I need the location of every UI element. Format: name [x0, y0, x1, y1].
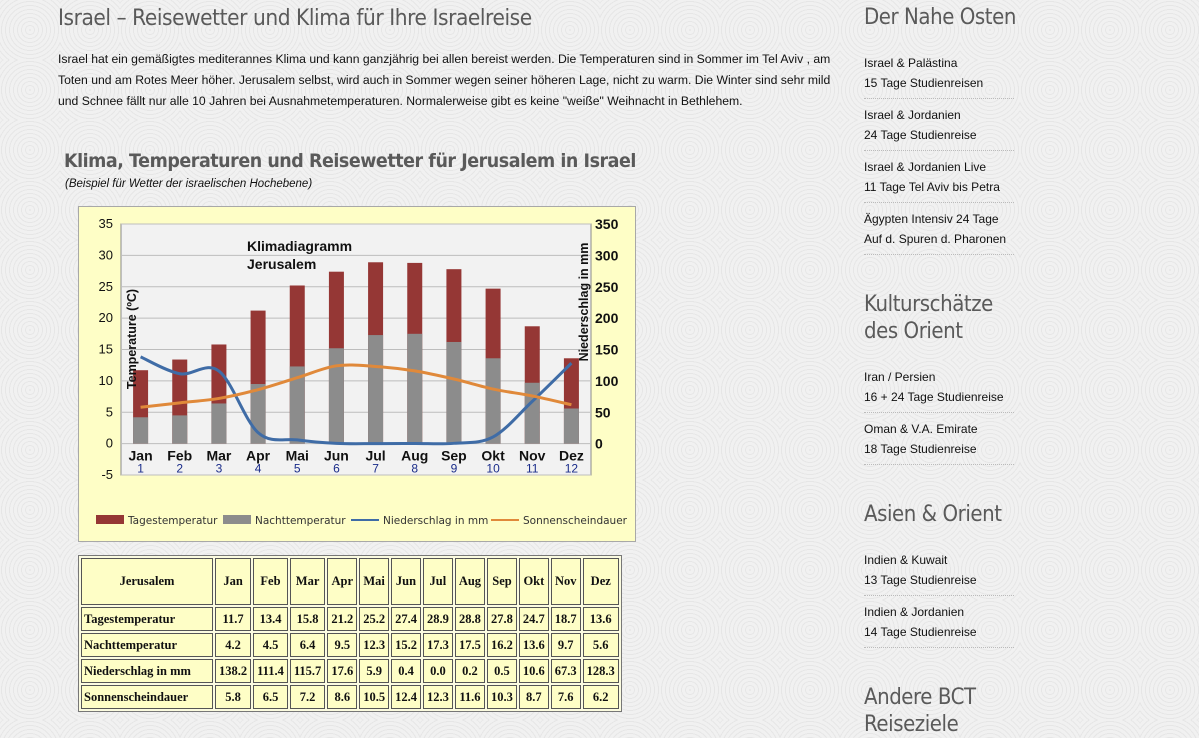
x-tick-label: Mar — [206, 447, 232, 464]
sidebar-link-title: Ägypten Intensiv 24 Tage — [864, 212, 999, 226]
legend-label: Niederschlag in mm — [383, 515, 489, 527]
table-cell: 0.4 — [391, 659, 421, 683]
x-month-number: 1 — [137, 461, 144, 476]
y-right-tick-label: 150 — [595, 341, 619, 358]
table-cell: 12.3 — [423, 685, 453, 709]
y-tick-label: 35 — [98, 216, 113, 231]
y-tick-label: 25 — [98, 278, 113, 294]
sidebar-link[interactable] — [864, 420, 1014, 465]
sidebar-section-title — [864, 291, 993, 345]
table-cell: 28.9 — [423, 607, 453, 631]
table-row-label: Nachttemperatur — [81, 633, 213, 657]
table-cell: 10.6 — [519, 659, 549, 683]
table-cell: 25.2 — [359, 607, 389, 631]
sidebar-link[interactable] — [864, 368, 1014, 413]
table-cell: 10.5 — [359, 685, 389, 709]
y-tick-label: 15 — [98, 341, 113, 357]
table-row-label: Niederschlag in mm — [81, 659, 213, 683]
table-cell: 15.8 — [290, 607, 325, 631]
table-cell: 16.2 — [487, 633, 517, 657]
table-cell: 115.7 — [290, 659, 325, 683]
x-tick-label: Feb — [167, 447, 193, 464]
x-month-number: 12 — [564, 461, 579, 476]
table-header-row — [81, 558, 619, 605]
table-cell: 5.6 — [583, 633, 619, 657]
table-cell: 13.6 — [583, 607, 619, 631]
sidebar-section-title-line: Der Nahe Osten — [864, 5, 1016, 30]
table-cell: 13.4 — [253, 607, 288, 631]
bar-nachttemperatur — [486, 358, 501, 443]
sidebar-link[interactable] — [864, 603, 1014, 648]
table-cell: 11.6 — [455, 685, 485, 709]
table-row — [81, 685, 619, 709]
y-right-tick-label: 50 — [595, 404, 611, 421]
y-tick-label: 0 — [105, 435, 113, 451]
table-cell: 24.7 — [519, 607, 549, 631]
y-right-tick-label: 300 — [595, 247, 619, 264]
sidebar-link-title: Indien & Jordanien — [864, 605, 965, 619]
table-cell: 17.5 — [455, 633, 485, 657]
bar-nachttemperatur — [446, 342, 461, 444]
sidebar-link-subtitle: 13 Tage Studienreise — [864, 572, 977, 587]
sidebar-link-title: Israel & Jordanien Live — [864, 160, 987, 174]
table-cell: 15.2 — [391, 633, 421, 657]
x-tick-label: Mai — [285, 447, 309, 464]
table-cell: 4.5 — [253, 633, 288, 657]
x-month-number: 6 — [333, 461, 340, 476]
x-tick-label: Okt — [481, 447, 505, 464]
table-cell: 0.0 — [423, 659, 453, 683]
legend-label: Nachttemperatur — [255, 515, 346, 527]
table-header-month: Feb — [253, 558, 288, 605]
x-tick-label: Jun — [323, 447, 349, 464]
sidebar-link-subtitle: 16 + 24 Tage Studienreise — [864, 389, 1004, 404]
sidebar-section-title-line: Asien & Orient — [864, 502, 1002, 527]
sidebar-link[interactable] — [864, 158, 1014, 203]
sidebar-link-title: Israel & Palästina — [864, 56, 958, 70]
y-right-tick-label: 350 — [595, 216, 619, 232]
table-cell: 12.4 — [391, 685, 421, 709]
sidebar-link-subtitle: 14 Tage Studienreise — [864, 624, 977, 639]
table-header-month: Mar — [290, 558, 325, 605]
sidebar-link-subtitle: 24 Tage Studienreise — [864, 127, 977, 142]
sidebar-link-subtitle: Auf d. Spuren d. Pharonen — [864, 231, 1007, 246]
sidebar-link-title: Indien & Kuwait — [864, 553, 948, 567]
x-month-number: 7 — [372, 461, 379, 476]
table-cell: 7.6 — [551, 685, 581, 709]
x-tick-label: Aug — [401, 447, 429, 464]
table-cell: 10.3 — [487, 685, 517, 709]
sidebar-link[interactable] — [864, 551, 1014, 596]
chart-subheading: (Beispiel für Wetter der israelischen Hochebene) — [65, 178, 313, 190]
table-header-month: Mai — [359, 558, 389, 605]
chart-heading: Klima, Temperaturen und Reisewetter für Jerusalem in Israel — [64, 150, 636, 172]
sidebar-section-title — [864, 501, 1002, 528]
table-cell: 0.5 — [487, 659, 517, 683]
bar-nachttemperatur — [329, 348, 344, 443]
bar-nachttemperatur — [368, 335, 383, 444]
table-header-month: Jun — [391, 558, 421, 605]
y-tick-label: 30 — [98, 247, 113, 263]
table-header-month: Jul — [423, 558, 453, 605]
x-tick-label: Nov — [519, 447, 546, 464]
y-axis-label: Temperature (ºC) — [125, 288, 139, 390]
y-right-axis-label: Niederschlag in mm — [577, 242, 591, 362]
sidebar-link[interactable] — [864, 54, 1014, 99]
bar-nachttemperatur — [172, 415, 187, 443]
x-tick-label: Apr — [246, 447, 271, 464]
chart-title-line: Klimadiagramm — [247, 238, 353, 254]
table-cell: 18.7 — [551, 607, 581, 631]
bar-nachttemperatur — [525, 383, 540, 444]
y-tick-label: -5 — [101, 467, 113, 482]
sidebar-link[interactable] — [864, 106, 1014, 151]
intro-paragraph: Israel hat ein gemäßigtes mediterannes Klima und kann ganzjährig bei allen bereist werden. Die Temperaturen sind in Sommer im Tel Aviv , am Toten und am Rotes Meer höher. Jerusalem selbst, wird auch in Sommer wegen seiner höheren Lage, nicht zu warm. Die Winter sind sehr mild und Schnee fällt nur alle 10 Jahren bei Ausnahmetemperaturen. Normalerweise gibt es keine "weiße" Weihnacht in Bethlehem. — [58, 52, 831, 108]
x-tick-label: Dez — [558, 447, 584, 464]
table-cell: 27.8 — [487, 607, 517, 631]
table-cell: 9.5 — [327, 633, 357, 657]
climate-chart — [78, 206, 636, 542]
y-right-tick-label: 200 — [595, 310, 619, 327]
table-cell: 27.4 — [391, 607, 421, 631]
x-month-number: 4 — [254, 461, 262, 476]
y-tick-label: 20 — [98, 310, 113, 326]
table-row-label: Tagestemperatur — [81, 607, 213, 631]
x-tick-label: Jul — [365, 447, 386, 464]
sidebar-link[interactable] — [864, 210, 1014, 255]
bar-nachttemperatur — [564, 408, 579, 443]
table-cell: 11.7 — [215, 607, 251, 631]
table-cell: 138.2 — [215, 659, 251, 683]
table-row — [81, 633, 619, 657]
x-month-number: 9 — [450, 461, 458, 476]
x-month-number: 10 — [486, 461, 500, 476]
sidebar-link-subtitle: 15 Tage Studienreisen — [864, 75, 984, 90]
bar-nachttemperatur — [211, 403, 226, 443]
table-cell: 13.6 — [519, 633, 549, 657]
climate-chart-svg — [79, 207, 635, 541]
x-month-number: 5 — [293, 461, 301, 476]
table-header-month: Nov — [551, 558, 581, 605]
sidebar-section-title-line: Reiseziele — [864, 712, 959, 737]
sidebar-link-subtitle: 18 Tage Studienreise — [864, 441, 977, 456]
legend-swatch — [96, 515, 124, 524]
x-month-number: 2 — [176, 461, 184, 476]
sidebar-section-title — [864, 4, 1016, 31]
table-header-month: Apr — [327, 558, 357, 605]
sidebar-link-title: Iran / Persien — [864, 370, 936, 384]
sidebar-link-title: Israel & Jordanien — [864, 108, 961, 122]
x-month-number: 3 — [215, 461, 223, 476]
x-month-number: 11 — [526, 461, 539, 476]
table-cell: 6.5 — [253, 685, 288, 709]
table-cell: 12.3 — [359, 633, 389, 657]
sidebar-section-title-line: des Orient — [864, 319, 963, 344]
sidebar-link-subtitle: 11 Tage Tel Aviv bis Petra — [864, 179, 1000, 194]
table-header-month: Jan — [215, 558, 251, 605]
table-cell: 17.6 — [327, 659, 357, 683]
table-cell: 8.6 — [327, 685, 357, 709]
x-month-number: 8 — [411, 461, 419, 476]
table-cell: 8.7 — [519, 685, 549, 709]
table-cell: 67.3 — [551, 659, 581, 683]
sidebar-section-title — [864, 684, 976, 738]
legend-swatch — [223, 515, 251, 524]
table-corner: Jerusalem — [81, 558, 213, 605]
climate-table — [78, 555, 622, 712]
table-cell: 9.7 — [551, 633, 581, 657]
table-cell: 5.8 — [215, 685, 251, 709]
y-right-tick-label: 100 — [595, 372, 619, 389]
legend-label: Tagestemperatur — [128, 515, 218, 527]
bar-nachttemperatur — [133, 417, 148, 443]
table-cell: 28.8 — [455, 607, 485, 631]
table-cell: 21.2 — [327, 607, 357, 631]
table-header-month: Aug — [455, 558, 485, 605]
table-header-month: Sep — [487, 558, 517, 605]
legend-label: Sonnenscheindauer — [523, 515, 627, 527]
table-cell: 6.2 — [583, 685, 619, 709]
x-tick-label: Sep — [441, 447, 467, 464]
table-cell: 4.2 — [215, 633, 251, 657]
sidebar-link-title: Oman & V.A. Emirate — [864, 422, 978, 436]
table-header-month: Dez — [583, 558, 619, 605]
table-cell: 5.9 — [359, 659, 389, 683]
table-cell: 0.2 — [455, 659, 485, 683]
sidebar-section-title-line: Kulturschätze — [864, 292, 993, 317]
y-right-tick-label: 250 — [595, 278, 619, 295]
chart-title-line: Jerusalem — [247, 256, 317, 272]
table-row — [81, 607, 619, 631]
table-cell: 17.3 — [423, 633, 453, 657]
y-tick-label: 5 — [105, 404, 113, 420]
page-title: Israel – Reisewetter und Klima für Ihre Israelreise — [58, 6, 532, 31]
table-header-month: Okt — [519, 558, 549, 605]
table-row — [81, 659, 619, 683]
table-cell: 7.2 — [290, 685, 325, 709]
table-row-label: Sonnenscheindauer — [81, 685, 213, 709]
y-right-tick-label: 0 — [595, 435, 603, 452]
y-tick-label: 10 — [98, 372, 113, 388]
table-cell: 128.3 — [583, 659, 619, 683]
x-tick-label: Jan — [128, 447, 153, 464]
bar-nachttemperatur — [407, 334, 422, 444]
table-cell: 6.4 — [290, 633, 325, 657]
table-cell: 111.4 — [253, 659, 288, 683]
sidebar-section-title-line: Andere BCT — [864, 685, 976, 710]
